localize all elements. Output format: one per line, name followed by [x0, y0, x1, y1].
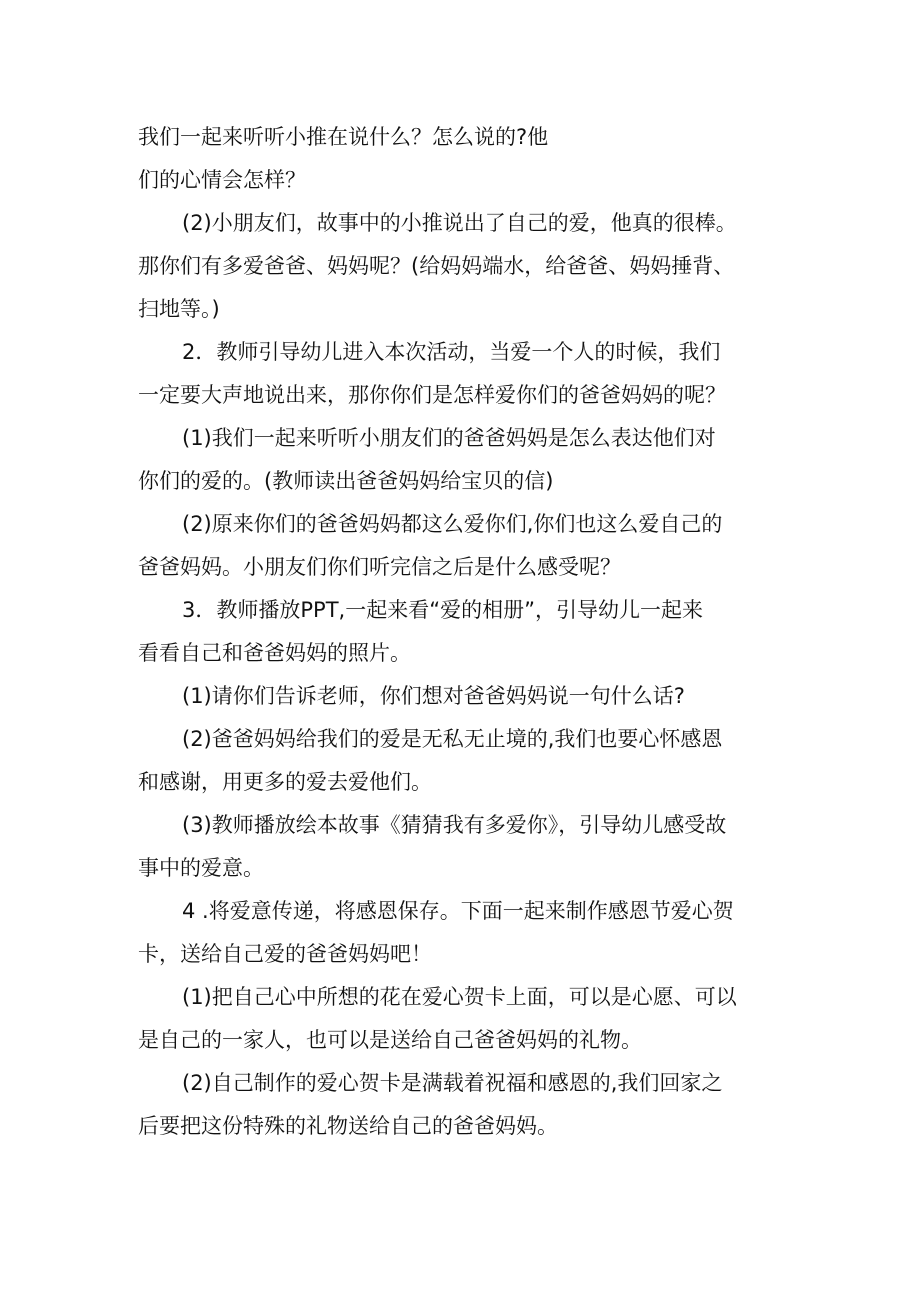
text-line: (3)教师播放绘本故事《猜猜我有多爱你》，引导幼儿感受故 — [182, 813, 727, 837]
paragraph — [138, 804, 788, 890]
text-line: 你们的爱的。(教师读出爸爸妈妈给宝贝的信) — [138, 469, 554, 493]
text-line: 4 .将爱意传递，将感恩保存。下面一起来制作感恩节爱心贺 — [182, 899, 734, 923]
text-line: (1)请你们告诉老师，你们想对爸爸妈妈说一句什么话? — [182, 684, 685, 708]
text-line: (1)把自己心中所想的花在爱心贺卡上面，可以是心愿、可以 — [182, 985, 737, 1009]
text-line: (1)我们一起来听听小朋友们的爸爸妈妈是怎么表达他们对 — [182, 426, 716, 450]
text-line: 卡，送给自己爱的爸爸妈妈吧！ — [138, 942, 432, 966]
text-line: (2)原来你们的爸爸妈妈都这么爱你们,你们也这么爱自己的 — [182, 512, 723, 536]
paragraph — [138, 675, 788, 718]
paragraph — [138, 331, 788, 417]
paragraph — [138, 202, 788, 331]
document-body — [138, 116, 788, 1148]
paragraph — [138, 718, 788, 804]
text-line: 那你们有多爱爸爸、妈妈呢？(给妈妈端水，给爸爸、妈妈捶背、 — [138, 254, 735, 278]
text-line: (2)自己制作的爱心贺卡是满载着祝福和感恩的,我们回家之 — [182, 1071, 723, 1095]
text-line: 爸爸妈妈。小朋友们你们听完信之后是什么感受呢？ — [138, 555, 621, 579]
text-line: (2)爸爸妈妈给我们的爱是无私无止境的,我们也要心怀感恩 — [182, 727, 723, 751]
text-line: 事中的爱意。 — [138, 856, 264, 880]
text-line: 一定要大声地说出来，那你你们是怎样爱你们的爸爸妈妈的呢？ — [138, 383, 726, 407]
paragraph — [138, 417, 788, 503]
text-line: 3．教师播放PPT,一起来看“爱的相册”，引导幼儿一起来 — [182, 598, 703, 622]
text-line: 看看自己和爸爸妈妈的照片。 — [138, 641, 411, 665]
paragraph — [138, 976, 788, 1062]
text-line: 我们一起来听听小推在说什么？怎么说的?他 — [138, 125, 549, 149]
paragraph — [138, 589, 788, 675]
text-line: 们的心情会怎样？ — [138, 168, 306, 192]
text-line: 后要把这份特殊的礼物送给自己的爸爸妈妈。 — [138, 1114, 558, 1138]
paragraph — [138, 116, 788, 202]
text-line: (2)小朋友们，故事中的小推说出了自己的爱，他真的很棒。 — [182, 211, 737, 235]
paragraph — [138, 1062, 788, 1148]
text-line: 2．教师引导幼儿进入本次活动，当爱一个人的时候，我们 — [182, 340, 721, 364]
paragraph — [138, 503, 788, 589]
text-line: 扫地等。) — [138, 297, 220, 321]
text-line: 和感谢，用更多的爱去爱他们。 — [138, 770, 432, 794]
paragraph — [138, 890, 788, 976]
text-line: 是自己的一家人，也可以是送给自己爸爸妈妈的礼物。 — [138, 1028, 642, 1052]
